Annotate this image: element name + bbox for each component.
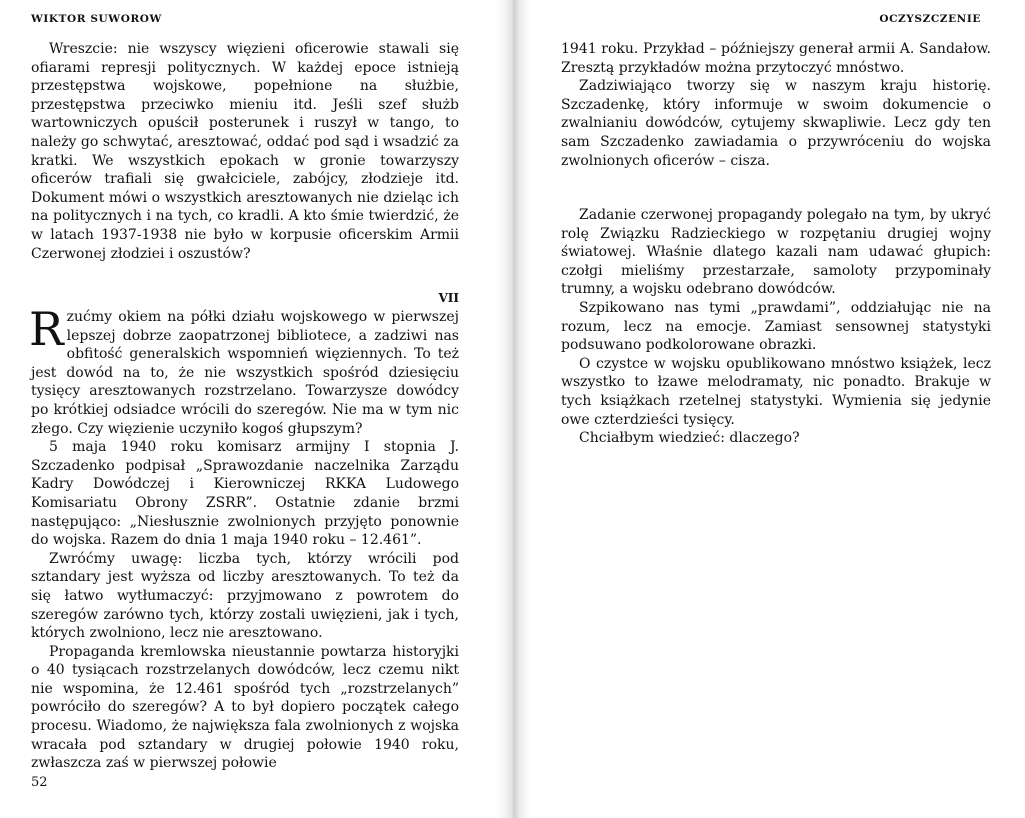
left-paragraph-4: Propaganda kremlowska nieustannie powtarza historyjki o 40 tysiącach rozstrzelanych dowódców, lecz czemu nikt nie wspomina, że 12.461 spośród tych „rozstrzelanych” powróciło do szeregów? A to był dopiero początek całego procesu. Wiadomo, że największa fala zwolnionych z wojska wracała pod sztandary w drugiej połowie 1940 roku, zwłaszcza zaś w pierwszej połowie (31, 643, 459, 772)
right-paragraph-3: Zadanie czerwonej propagandy polegało na tym, by ukryć rolę Związku Radzieckiego w rozpętaniu drugiej wojny światowej. Właśnie dlatego kazali nam udawać głupich: czołgi mieliśmy przestarzałe, samoloty przypominały trumny, a wojsku odebrano dowódców. (561, 207, 991, 298)
right-running-head: OCZYSZCZENIE (879, 13, 981, 25)
right-bottom-text (561, 206, 991, 448)
left-running-head: WIKTOR SUWOROW (31, 13, 162, 25)
right-paragraph-6: Chciałbym wiedzieć: dlaczego? (579, 430, 800, 447)
left-page (0, 0, 496, 818)
right-top-text (561, 40, 991, 170)
chapter-opening-paragraph (29, 302, 459, 438)
left-top-text (31, 40, 459, 263)
chapter-opening-text: zućmy okiem na półki działu wojskowego w pierwszej lepszej dobrze zaopatrzonej bibliotece, a zadziwi nas obfitość generalskich wspomnień więziennych. To też jest dowód na to, że nie wszystkich spośród dziesięciu tysięcy aresztowanych rozstrzelano. Towarzysze dowódcy po krótkiej odsiadce wrócili do szeregów. Nie ma w tym nic złego. Czy więzienie uczyniło kogoś głupszym? (31, 309, 459, 437)
right-paragraph-1: 1941 roku. Przykład – późniejszy generał armii A. Sandałow. Zresztą przykładów można przytoczyć mnóstwo. (561, 41, 991, 76)
left-chapter-text (29, 302, 459, 773)
book-gutter (496, 0, 530, 818)
left-paragraph-3: Zwróćmy uwagę: liczba tych, którzy wrócili pod sztandary jest wyższa od liczby aresztowanych. To też da się łatwo wytłumaczyć: przyjmowano z powrotem do szeregów zarówno tych, którzy zostali uwięzieni, jak i tych, których zwolniono, lecz nie aresztowano. (31, 550, 459, 642)
right-paragraph-2: Zadziwiająco tworzy się w naszym kraju historię. Szczadenkę, który informuje w swoim dokumencie o zwalnianiu dowódców, cytujemy skwapliwie. Lecz gdy ten sam Szczadenko zawiadamia o przywróceniu do wojska zwolnionych oficerów – cisza. (561, 78, 991, 169)
drop-cap: R (29, 302, 64, 356)
right-paragraph-5: O czystce w wojsku opublikowano mnóstwo książek, lecz wszystko to łzawe melodramaty, nic ponadto. Brakuje w tych książkach rzetelnej statystyki. Wymienia się jedynie owe czterdzieści tysięcy. (561, 355, 991, 428)
left-paragraph-2: 5 maja 1940 roku komisarz armijny I stopnia J. Szczadenko podpisał „Sprawozdanie naczelnika Zarządu Kadry Dowódczej i Kierowniczej RKKA Ludowego Komisariatu Obrony ZSRR”. Ostatnie zdanie brzmi następująco: „Niesłusznie zwolnionych przyjęto ponownie do wojska. Razem do dnia 1 maja 1940 roku – 12.461”. (31, 439, 459, 549)
page-number: 52 (31, 775, 48, 790)
chapter-number: VII (438, 291, 459, 305)
left-paragraph-top: Wreszcie: nie wszyscy więzieni oficerowie stawali się ofiarami represji politycznych. W każdej epoce istnieją przestępstwa wojskowe, popełnione na służbie, przestępstwa przeciwko mieniu itd. Jeśli szef służb wartowniczych opuścił posterunek i ruszył w tango, to należy go schwytać, aresztować, oddać pod sąd i wsadzić za kratki. We wszystkich epokach w gronie towarzyszy oficerów trafiali się gwałciciele, zabójcy, złodzieje itd. Dokument mówi o wszystkich aresztowanych nie dzieląc ich na politycznych i na tych, co kradli. A kto śmie twierdzić, że w latach 1937-1938 nie było w korpusie oficerskim Armii Czerwonej złodziei i oszustów? (31, 41, 459, 262)
right-paragraph-4: Szpikowano nas tymi „prawdami”, oddziałując nie na rozum, lecz na emocje. Zamiast sensownej statystyki podsuwano podkolorowane obrazki. (561, 299, 991, 354)
right-page (530, 0, 1025, 818)
